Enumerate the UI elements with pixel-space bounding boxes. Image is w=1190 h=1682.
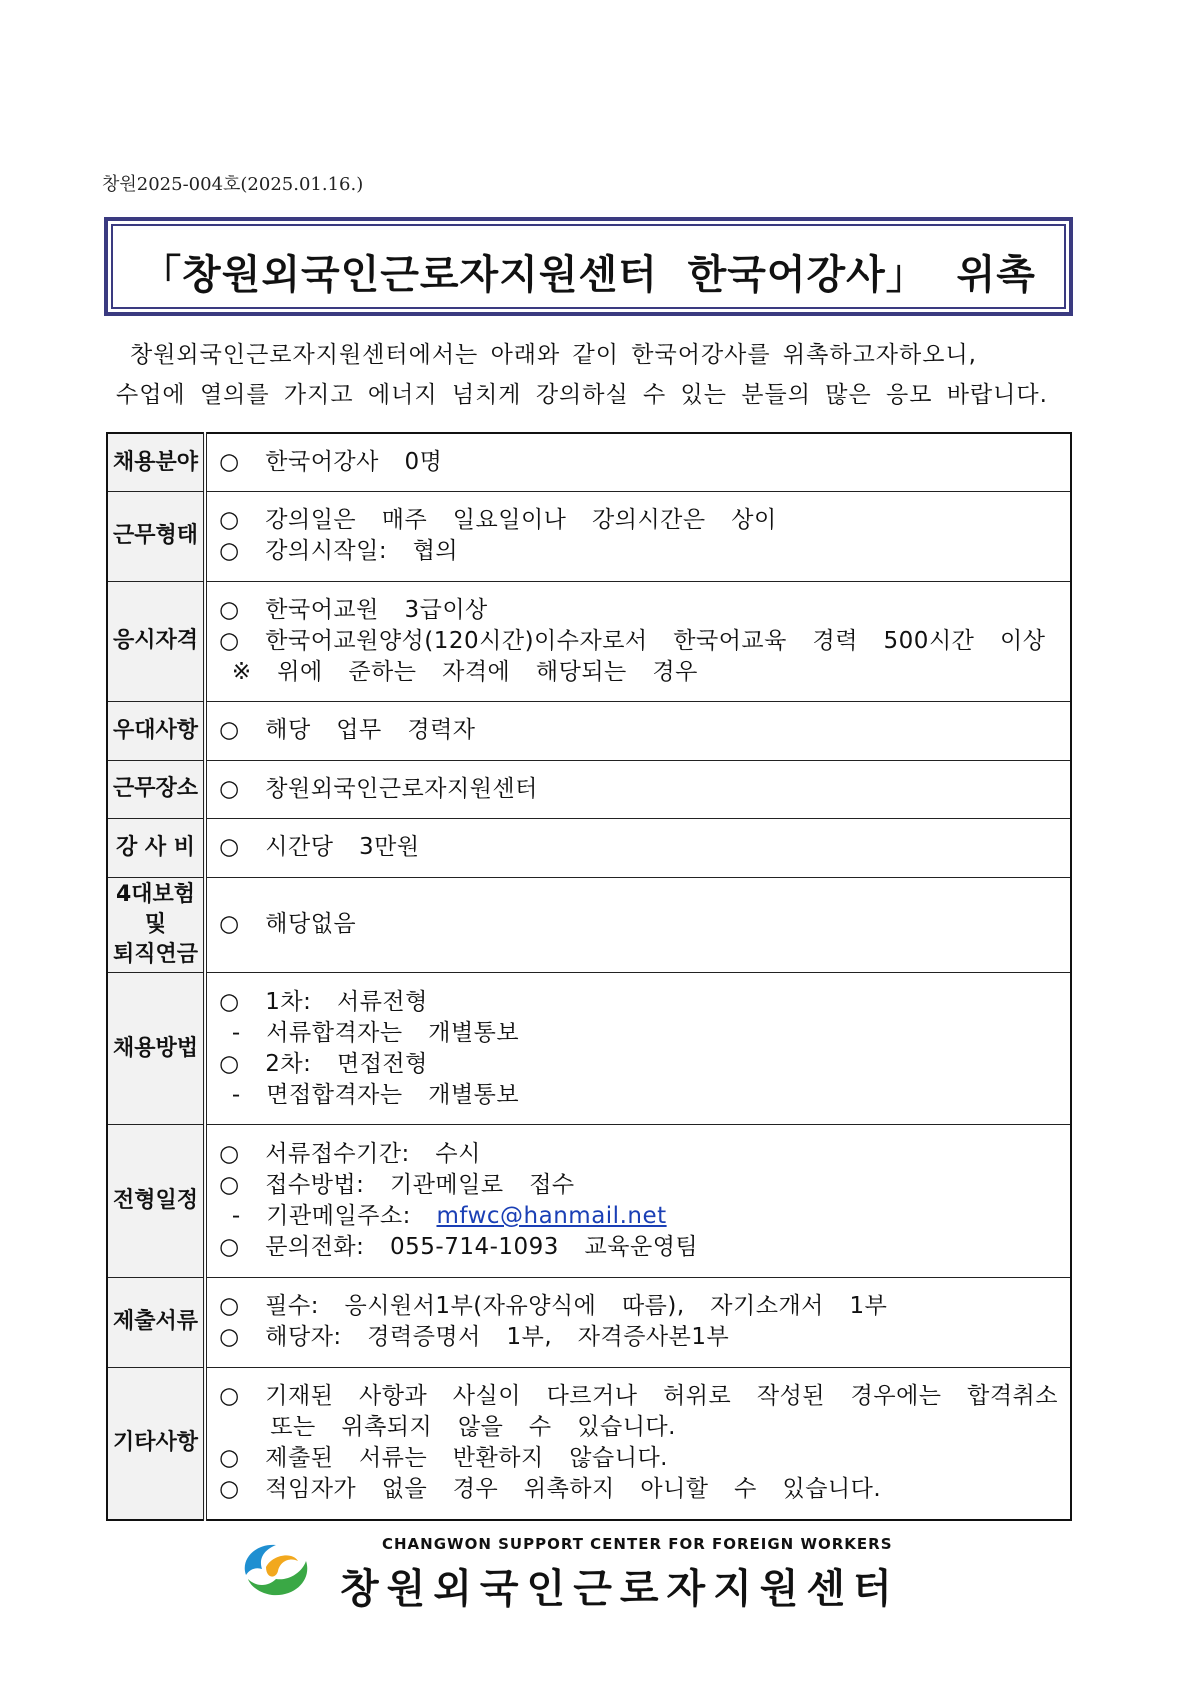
table-row: [107, 1125, 1071, 1278]
row-content: [205, 1125, 1071, 1278]
table-row: [107, 433, 1071, 492]
title-box: [104, 217, 1073, 316]
table-row: [107, 492, 1071, 582]
content-line: [219, 1381, 1058, 1412]
table-row: [107, 760, 1071, 819]
content-line: [219, 1049, 1058, 1080]
content-line: [219, 1201, 1058, 1232]
content-line: [219, 774, 1058, 805]
content-line: [219, 1443, 1058, 1474]
content-line-text: ○ 해당없음: [219, 911, 357, 938]
row-label: 전형일정: [107, 1125, 205, 1278]
content-line: [219, 447, 1058, 478]
content-line: [219, 657, 1058, 688]
table-row: [107, 877, 1071, 972]
content-line: [219, 1139, 1058, 1170]
content-line: [219, 626, 1058, 657]
center-logo-icon: [236, 1535, 318, 1601]
content-line-text: - 면접합격자는 개별통보: [219, 1081, 520, 1108]
content-line-text: - 기관메일주소:: [219, 1203, 437, 1230]
content-line-text: 또는 위촉되지 않을 수 있습니다.: [219, 1414, 676, 1441]
content-line-text: - 서류합격자는 개별통보: [219, 1019, 520, 1046]
row-label: 근무형태: [107, 492, 205, 582]
content-line: [219, 595, 1058, 626]
content-line-text: ○ 한국어교원양성(120시간)이수자로서 한국어교육 경력 500시간 이상: [219, 627, 1046, 654]
row-label: 강 사 비: [107, 819, 205, 878]
row-content: [205, 1277, 1071, 1367]
table-row: [107, 1367, 1071, 1520]
content-line-text: ○ 시간당 3만원: [219, 834, 420, 861]
content-line-text: ○ 서류접수기간: 수시: [219, 1141, 481, 1168]
intro-paragraph: [110, 335, 1070, 415]
content-line-text: ○ 해당 업무 경력자: [219, 717, 476, 744]
content-line: [219, 1474, 1058, 1505]
row-content: [205, 581, 1071, 701]
content-line: [219, 536, 1058, 567]
content-line-text: ○ 문의전화: 055-714-1093 교육운영팀: [219, 1234, 699, 1261]
row-label: 우대사항: [107, 702, 205, 761]
content-line-text: ○ 필수: 응시원서1부(자유양식에 따름), 자기소개서 1부: [219, 1293, 888, 1320]
table-row: [107, 702, 1071, 761]
row-content: [205, 877, 1071, 972]
intro-line-2: 수업에 열의를 가지고 에너지 넘치게 강의하실 수 있는 분들의 많은 응모 바랍니다.: [116, 382, 1048, 408]
content-line-text: ○ 접수방법: 기관메일로 접수: [219, 1172, 575, 1199]
row-label: 4대보험 및 퇴직연금: [107, 877, 205, 972]
document-number: 창원2025-004호(2025.01.16.): [102, 174, 364, 195]
content-line-text: ○ 제출된 서류는 반환하지 않습니다.: [219, 1445, 668, 1472]
content-line: [219, 505, 1058, 536]
footer-english-name: CHANGWON SUPPORT CENTER FOR FOREIGN WORKERS: [382, 1535, 893, 1553]
content-line: [219, 1232, 1058, 1263]
content-line-text: ○ 강의일은 매주 일요일이나 강의시간은 상이: [219, 507, 777, 534]
content-line: [219, 1412, 1058, 1443]
content-line: [219, 715, 1058, 746]
row-content: [205, 702, 1071, 761]
row-content: [205, 972, 1071, 1125]
content-line-text: ○ 창원외국인근로자지원센터: [219, 775, 538, 802]
row-label: 응시자격: [107, 581, 205, 701]
row-label: 제출서류: [107, 1277, 205, 1367]
content-line-text: ○ 한국어교원 3급이상: [219, 596, 488, 623]
content-line-text: ○ 강의시작일: 협의: [219, 538, 459, 565]
footer-korean-name: 창원외국인근로자지원센터: [340, 1566, 900, 1612]
content-line-text: ○ 적임자가 없을 경우 위촉하지 아니할 수 있습니다.: [219, 1476, 882, 1503]
content-line: [219, 832, 1058, 863]
row-content: [205, 433, 1071, 492]
email-link[interactable]: mfwc@hanmail.net: [436, 1203, 667, 1230]
table-row: [107, 972, 1071, 1125]
table-row: [107, 819, 1071, 878]
row-label: 기타사항: [107, 1367, 205, 1520]
page-title: 「창원외국인근로자지원센터 한국어강사」 위촉: [141, 252, 1036, 298]
content-line: [219, 1170, 1058, 1201]
row-label: 채용방법: [107, 972, 205, 1125]
content-line: [219, 987, 1058, 1018]
content-line: [219, 1080, 1058, 1111]
footer-logo: [236, 1533, 936, 1613]
row-label: 채용분야: [107, 433, 205, 492]
row-content: [205, 1367, 1071, 1520]
table-row: [107, 581, 1071, 701]
content-line-text: ○ 한국어강사 0명: [219, 449, 443, 475]
content-line: [219, 909, 1058, 940]
row-content: [205, 819, 1071, 878]
content-line-text: ○ 1차: 서류전형: [219, 988, 428, 1015]
content-line-text: ○ 기재된 사항과 사실이 다르거나 허위로 작성된 경우에는 합격취소: [219, 1383, 1058, 1410]
recruitment-info-table: [106, 432, 1072, 1521]
content-line-text: ※ 위에 준하는 자격에 해당되는 경우: [219, 658, 698, 685]
content-line: [219, 1018, 1058, 1049]
table-row: [107, 1277, 1071, 1367]
content-line: [219, 1291, 1058, 1322]
row-label: 근무장소: [107, 760, 205, 819]
content-line: [219, 1322, 1058, 1353]
content-line-text: ○ 2차: 면접전형: [219, 1050, 428, 1077]
intro-line-1: 창원외국인근로자지원센터에서는 아래와 같이 한국어강사를 위촉하고자하오니,: [130, 342, 977, 368]
content-line-text: ○ 해당자: 경력증명서 1부, 자격증사본1부: [219, 1324, 730, 1351]
row-content: [205, 760, 1071, 819]
row-content: [205, 492, 1071, 582]
